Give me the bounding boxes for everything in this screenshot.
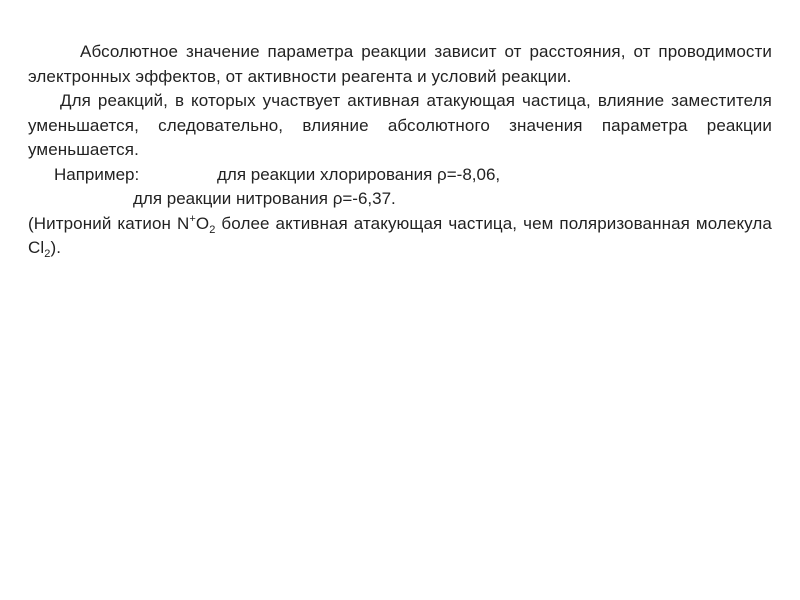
note-part-3: ). <box>50 238 62 257</box>
example-nitration: для реакции нитрования ρ=-6,37. <box>133 189 396 208</box>
oxygen-subscript: 2 <box>209 223 216 236</box>
example-label: Например: <box>54 164 140 184</box>
paragraph-nitronium-note <box>28 212 772 261</box>
note-part-2: более активная атакующая частица, чем поляризованная молекула Cl <box>28 213 772 257</box>
chlorine-subscript: 2 <box>44 248 51 260</box>
note-part-1: (Нитроний катион N <box>28 213 190 233</box>
example-line-1 <box>28 163 772 188</box>
charge-superscript: + <box>189 212 196 225</box>
oxygen-letter: O <box>195 213 210 233</box>
example-chlorination: для реакции хлорирования ρ=-8,06, <box>217 164 501 184</box>
paragraph-reaction-parameter: Абсолютное значение параметра реакции зависит от расстояния, от проводимости электронных эффектов, от активности реагента и условий реакции. <box>28 42 772 86</box>
text-block <box>28 40 772 261</box>
paragraph-active-particle: Для реакций, в которых участвует активная атакующая частица, влияние заместителя уменьшается, следовательно, влияние абсолютного значения параметра реакции уменьшается. <box>28 91 772 159</box>
